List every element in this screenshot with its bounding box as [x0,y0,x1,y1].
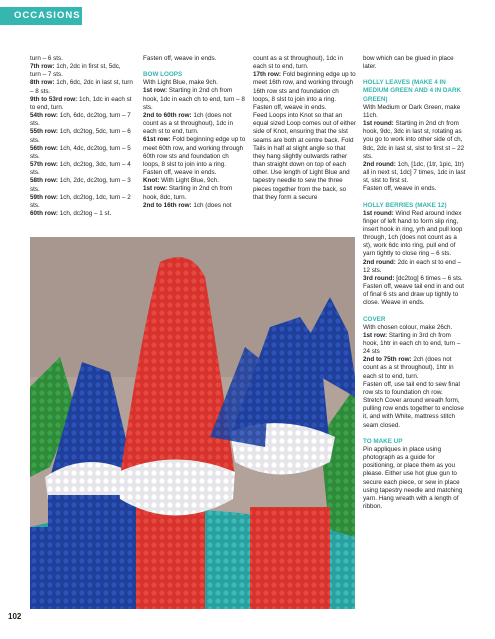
text-column-3 [253,55,356,202]
instruction-text: Stretch Cover around wreath form, pulling row ends together to enclose it, and with White, mattress stitch seam closed. [363,397,464,429]
instruction-text: bow which can be glued in place later. [363,55,454,71]
paragraph [30,63,133,79]
page-number: 102 [8,612,22,621]
row-label: 9th to 53rd row: [30,95,78,103]
instruction-text: Fasten off, weave tail end in and out of final 6 sts and draw up tightly to close. Weave in ends. [363,283,465,307]
paragraph [143,136,246,169]
paragraph [363,283,467,307]
row-label: 61st row: [143,136,171,144]
instruction-text: Starting in 2nd ch from hook, 8dc, turn. [143,185,233,201]
row-label: 1st round: [363,120,394,128]
paragraph [30,112,133,128]
paragraph [30,79,133,95]
instruction-text: Wind Red around index finger of left hand to form slip ring, insert hook in ring, yrh and pull loop through, 1ch (does not count as a st), work 6dc into ring, pull end of yarn tightly to close ring – 6 sts. [363,209,463,258]
paragraph [143,112,246,136]
instruction-text: 1ch, dc2tog, 1dc, turn – 2 sts. [30,193,131,209]
instruction-text: Starting in 2nd ch from hook, 1dc in each ch to end, turn – 8 sts. [143,87,245,111]
paragraph [363,381,467,397]
row-label: 2nd to 60th row: [143,111,192,119]
instruction-text: Fasten off, weave in ends. [253,103,327,111]
paragraph [30,194,133,210]
row-label: 59th row: [30,193,58,201]
instruction-text: [dc2tog] 6 times – 6 sts. [394,274,463,282]
paragraph [363,332,467,356]
row-label: 54th row: [30,112,58,120]
row-label: 2nd round: [363,160,396,168]
instruction-text: 1ch, 1dc in each st to end, turn. [30,95,132,111]
paragraph [363,185,467,193]
instruction-text: 1ch, 6dc, 2dc in last st, turn – 8 sts. [30,79,133,95]
instruction-text: 1ch, dc2tog – 1 st. [58,209,112,217]
instruction-text: With chosen colour, make 26ch. [363,323,453,331]
row-label: 2nd round: [363,258,396,266]
row-label: 1st row: [143,185,168,193]
instruction-text: Feed Loops into Knot so that an equal sized Loop comes out of either side of Knot, ensuring that the slst seams are both at centre back. Fold Tails in half at slight angle so that they hang slightly outwards rather than straight down on top of each other. Use length of Light Blue and tapestry needle to sew the three pieces together from the back, so that they form a secure [253,112,356,201]
paragraph [143,169,246,177]
instruction-text: 1ch, [1dc, (1tr, 1pic, 1tr) all in next st, 1dc] 7 times, 1dc in last st, slst to first st. [363,160,466,185]
paragraph [30,177,133,193]
instruction-text: 1ch, 2dc in first st, 5dc, turn – 7 sts. [30,63,121,79]
instruction-text: Pin appliques in place using photograph as a guide for positioning, or place them as you please. Either use hot glue gun to secure each piece, or sew in place using tapestry needle and matching yarn. Hang wreath with a length of ribbon. [363,445,463,510]
paragraph [363,120,467,161]
paragraph [363,259,467,275]
instruction-text: Fasten off, weave in ends. [363,185,437,193]
section-heading: COVER [363,315,386,323]
paragraph [253,112,356,202]
gnome-photo [30,237,355,609]
instruction-text: turn – 6 sts. [30,55,63,62]
paragraph [363,275,467,283]
instruction-text: Fasten off, weave in ends. [143,169,217,177]
paragraph [143,185,246,201]
row-label: 60th row: [30,209,58,217]
paragraph [363,446,467,511]
paragraph [253,55,356,71]
row-label: 3rd round: [363,274,395,282]
instruction-text: 1ch, dc2tog, 3dc, turn – 4 sts. [30,161,131,177]
paragraph [30,145,133,161]
instruction-text: 1ch, 2dc, dc2tog, turn – 3 sts. [30,177,131,193]
paragraph [363,356,467,380]
section-tab: OCCASIONS [0,7,82,25]
instruction-text: Fold beginning edge up to meet 16th row, and working through 16th row sts and foundation ch loops, 8 slst to join into a ring. [253,71,356,103]
row-label: 1st row: [363,331,388,339]
section-heading: TO MAKE UP [363,437,403,445]
instruction-text: 2ch (does not count as a st throughout), 1htr in each st to end, turn. [363,356,454,380]
instruction-text: Fold beginning edge up to meet 60th row, and working through 60th row sts and foundation ch loops, 8 slst to join into a ring. [143,136,246,168]
paragraph [30,161,133,177]
row-label: 55th row: [30,128,58,136]
instruction-text: With Light Blue, 9ch. [159,177,219,185]
paragraph [30,96,133,112]
section-heading: BOW LOOPS [143,71,183,79]
instruction-text: 1ch, dc2tog, 5dc, turn – 6 sts. [30,128,131,144]
instruction-text: Fasten off, use tail end to sew final row sts to foundation ch row. [363,380,460,396]
paragraph [363,210,467,259]
paragraph [30,128,133,144]
paragraph [363,161,467,185]
instruction-text: 1ch, 4dc, dc2tog, turn – 5 sts. [30,144,131,160]
row-label: 17th row: [253,71,281,79]
paragraph [253,71,356,104]
instruction-text: 2dc in each st to end – 12 sts. [363,258,462,274]
paragraph [143,177,246,185]
row-label: 56th row: [30,144,58,152]
row-label: Knot: [143,177,160,185]
row-label: 7th row: [30,63,55,71]
paragraph [143,55,246,63]
paragraph [363,55,467,71]
text-column-2 [143,55,246,210]
instruction-text: With Medium or Dark Green, make 11ch. [363,103,461,119]
row-label: 8th row: [30,79,55,87]
paragraph [363,397,467,430]
paragraph [363,324,467,332]
paragraph [30,210,133,218]
instruction-text: Starting in 3rd ch from hook, 1htr in each ch to end, turn – 24 sts [363,331,461,356]
row-label: 57th row: [30,161,58,169]
instruction-text: With Light Blue, make 9ch. [143,79,218,87]
paragraph [30,55,133,63]
paragraph [143,87,246,111]
row-label: 2nd to 16th row: [143,201,192,209]
instruction-text: Starting in 2nd ch from hook, 9dc, 3dc in last st, rotating as you go to work into other side of ch, 8dc, 2dc in last st, slst to first st – 22 sts. [363,120,465,160]
instruction-text: Fasten off, weave in ends. [143,55,217,62]
row-label: 1st row: [143,87,168,95]
instruction-text: count as a st throughout), 1dc in each st to end, turn. [253,55,343,71]
row-label: 1st round: [363,209,394,217]
instruction-text: 1ch (does not count as a st throughout), 1dc in each st to end, turn. [143,111,233,136]
paragraph [143,202,246,210]
text-column-4 [363,55,467,511]
paragraph [363,104,467,120]
paragraph [253,104,356,112]
section-heading: HOLLY LEAVES (MAKE 4 IN MEDIUM GREEN AND 4 IN DARK GREEN) [363,79,462,103]
instruction-text: 1ch (does not [191,201,232,209]
section-heading: HOLLY BERRIES (MAKE 12) [363,201,447,209]
paragraph [143,79,246,87]
instruction-text: 1ch, 6dc, dc2tog, turn – 7 sts. [30,112,131,128]
text-column-1 [30,55,133,218]
row-label: 58th row: [30,177,58,185]
row-label: 2nd to 75th row: [363,356,412,364]
